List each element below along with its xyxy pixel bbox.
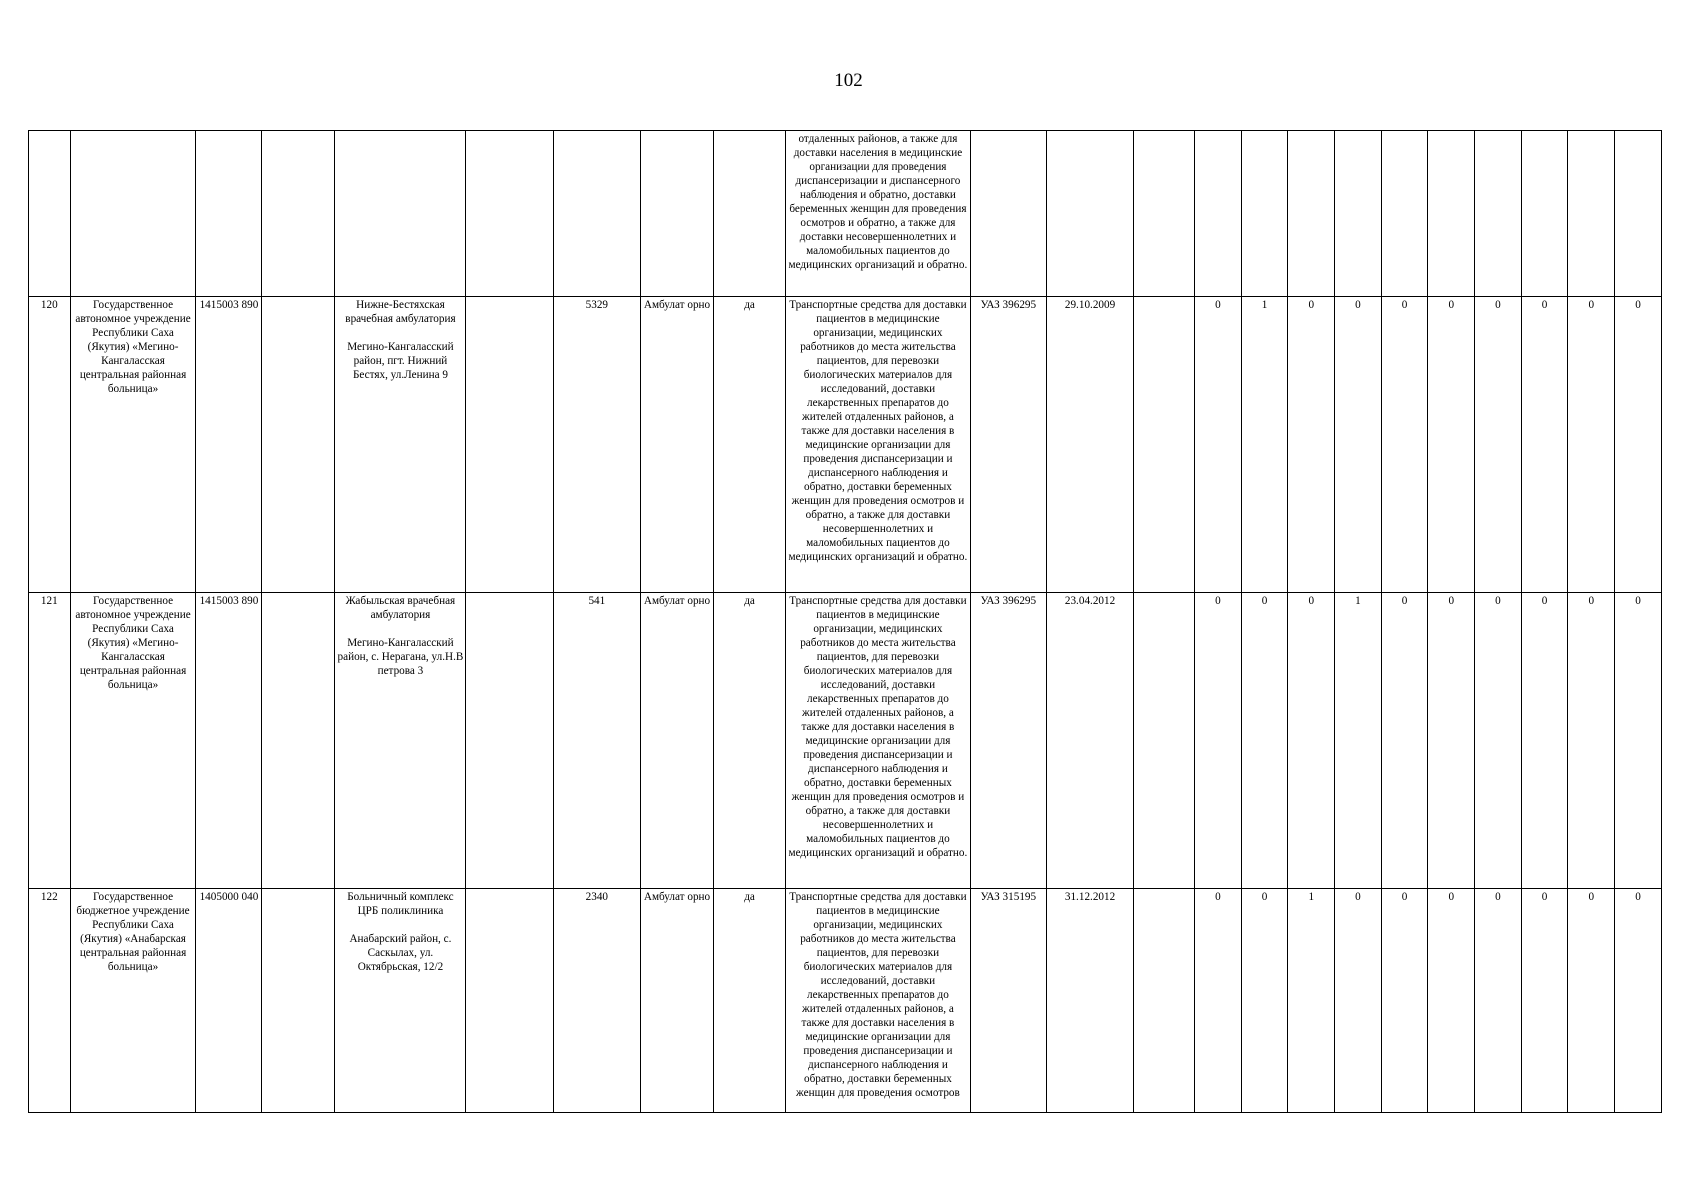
cell-code: 5329 bbox=[553, 297, 640, 593]
cell-empty bbox=[262, 593, 335, 889]
cell-count: 0 bbox=[1615, 297, 1662, 593]
cell-flag: да bbox=[714, 297, 786, 593]
cell-purpose: Транспортные средства для доставки пациентов в медицинские организации, медицинских работников до места жительства пациентов, для перевозки биологических материалов для исследований, доставки лекарственных препаратов до жителей отдаленных районов, а также для доставки населения в медицинские организации для проведения диспансеризации и диспансерного наблюдения и обратно, доставки беременных женщин для проведения осмотров bbox=[786, 889, 971, 1113]
cell-inn: 1415003 890 bbox=[196, 593, 262, 889]
cell-count: 0 bbox=[1241, 593, 1288, 889]
cell-empty bbox=[640, 131, 713, 297]
cell-vehicle: УАЗ 396295 bbox=[970, 593, 1046, 889]
cell-code: 541 bbox=[553, 593, 640, 889]
cell-count: 0 bbox=[1475, 297, 1522, 593]
cell-count: 0 bbox=[1568, 593, 1615, 889]
cell-facility: Жабыльская врачебная амбулатория Мегино-Кангаласский район, с. Нерагана, ул.Н.В петрова 3 bbox=[335, 593, 466, 889]
cell-row-number: 120 bbox=[29, 297, 71, 593]
cell-empty bbox=[1428, 131, 1475, 297]
cell-empty bbox=[262, 889, 335, 1113]
cell-count: 0 bbox=[1475, 889, 1522, 1113]
cell-empty bbox=[553, 131, 640, 297]
cell-empty bbox=[1381, 131, 1428, 297]
cell-count: 0 bbox=[1475, 593, 1522, 889]
table-row-continuation bbox=[29, 131, 1662, 297]
cell-count: 0 bbox=[1568, 297, 1615, 593]
cell-row-number: 121 bbox=[29, 593, 71, 889]
cell-empty bbox=[1134, 889, 1195, 1113]
cell-purpose: Транспортные средства для доставки пациентов в медицинские организации, медицинских работников до места жительства пациентов, для перевозки биологических материалов для исследований, доставки лекарственных препаратов до жителей отдаленных районов, а также для доставки населения в медицинские организации для проведения диспансеризации и диспансерного наблюдения и обратно, доставки беременных женщин для проведения осмотров и обратно, а также для доставки несовершеннолетних и маломобильных пациентов до медицинских организаций и обратно. bbox=[786, 297, 971, 593]
cell-empty bbox=[1615, 131, 1662, 297]
cell-code: 2340 bbox=[553, 889, 640, 1113]
cell-count: 0 bbox=[1335, 297, 1382, 593]
cell-empty bbox=[1134, 297, 1195, 593]
cell-empty bbox=[262, 297, 335, 593]
cell-vehicle: УАЗ 396295 bbox=[970, 297, 1046, 593]
cell-empty bbox=[466, 131, 553, 297]
cell-organization: Государственное автономное учреждение Республики Саха (Якутия) «Мегино-Кангаласская центральная районная больница» bbox=[70, 297, 196, 593]
cell-empty bbox=[1521, 131, 1568, 297]
cell-organization: Государственное автономное учреждение Республики Саха (Якутия) «Мегино-Кангаласская центральная районная больница» bbox=[70, 593, 196, 889]
registry-table bbox=[28, 130, 1662, 1113]
cell-count: 0 bbox=[1428, 593, 1475, 889]
cell-facility: Больничный комплекс ЦРБ поликлиника Анабарский район, с. Саскылах, ул. Октябрьская, 12/2 bbox=[335, 889, 466, 1113]
cell-facility: Нижне-Бестяхская врачебная амбулатория Мегино-Кангаласский район, пгт. Нижний Бестях, ул.Ленина 9 bbox=[335, 297, 466, 593]
cell-empty bbox=[70, 131, 196, 297]
cell-count: 0 bbox=[1521, 593, 1568, 889]
cell-organization: Государственное бюджетное учреждение Республики Саха (Якутия) «Анабарская центральная районная больница» bbox=[70, 889, 196, 1113]
page-number: 102 bbox=[834, 70, 863, 91]
cell-count: 0 bbox=[1428, 889, 1475, 1113]
cell-count: 1 bbox=[1335, 593, 1382, 889]
cell-count: 0 bbox=[1288, 297, 1335, 593]
cell-count: 0 bbox=[1428, 297, 1475, 593]
cell-inn: 1405000 040 bbox=[196, 889, 262, 1113]
cell-empty bbox=[262, 131, 335, 297]
cell-count: 1 bbox=[1288, 889, 1335, 1113]
cell-empty bbox=[970, 131, 1046, 297]
cell-purpose: отдаленных районов, а также для доставки населения в медицинские организации для проведения диспансеризации и диспансерного наблюдения и обратно, доставки беременных женщин для проведения осмотров и обратно, а также для доставки несовершеннолетних и маломобильных пациентов до медицинских организаций и обратно. bbox=[786, 131, 971, 297]
cell-empty bbox=[1241, 131, 1288, 297]
cell-count: 0 bbox=[1615, 593, 1662, 889]
cell-count: 0 bbox=[1521, 889, 1568, 1113]
cell-count: 0 bbox=[1241, 889, 1288, 1113]
cell-count: 0 bbox=[1288, 593, 1335, 889]
cell-count: 0 bbox=[1195, 297, 1242, 593]
cell-count: 0 bbox=[1381, 889, 1428, 1113]
cell-empty bbox=[466, 889, 553, 1113]
cell-date: 31.12.2012 bbox=[1046, 889, 1133, 1113]
cell-flag: да bbox=[714, 593, 786, 889]
cell-count: 0 bbox=[1568, 889, 1615, 1113]
cell-count: 0 bbox=[1521, 297, 1568, 593]
cell-empty bbox=[1134, 593, 1195, 889]
cell-date: 23.04.2012 bbox=[1046, 593, 1133, 889]
cell-empty bbox=[196, 131, 262, 297]
cell-empty bbox=[1475, 131, 1522, 297]
cell-empty bbox=[29, 131, 71, 297]
cell-empty bbox=[335, 131, 466, 297]
cell-empty bbox=[714, 131, 786, 297]
table-row bbox=[29, 889, 1662, 1113]
cell-purpose: Транспортные средства для доставки пациентов в медицинские организации, медицинских работников до места жительства пациентов, для перевозки биологических материалов для исследований, доставки лекарственных препаратов до жителей отдаленных районов, а также для доставки населения в медицинские организации для проведения диспансеризации и диспансерного наблюдения и обратно, доставки беременных женщин для проведения осмотров и обратно, а также для доставки несовершеннолетних и маломобильных пациентов до медицинских организаций и обратно. bbox=[786, 593, 971, 889]
cell-count: 0 bbox=[1195, 889, 1242, 1113]
cell-count: 1 bbox=[1241, 297, 1288, 593]
cell-care-type: Амбулат орно bbox=[640, 889, 713, 1113]
cell-flag: да bbox=[714, 889, 786, 1113]
cell-empty bbox=[1568, 131, 1615, 297]
table-row bbox=[29, 297, 1662, 593]
cell-empty bbox=[1046, 131, 1133, 297]
cell-care-type: Амбулат орно bbox=[640, 593, 713, 889]
cell-vehicle: УАЗ 315195 bbox=[970, 889, 1046, 1113]
cell-inn: 1415003 890 bbox=[196, 297, 262, 593]
cell-empty bbox=[1335, 131, 1382, 297]
cell-count: 0 bbox=[1615, 889, 1662, 1113]
cell-count: 0 bbox=[1195, 593, 1242, 889]
cell-row-number: 122 bbox=[29, 889, 71, 1113]
cell-count: 0 bbox=[1335, 889, 1382, 1113]
cell-empty bbox=[466, 593, 553, 889]
cell-count: 0 bbox=[1381, 297, 1428, 593]
cell-empty bbox=[1195, 131, 1242, 297]
table-row bbox=[29, 593, 1662, 889]
cell-empty bbox=[1134, 131, 1195, 297]
cell-care-type: Амбулат орно bbox=[640, 297, 713, 593]
cell-empty bbox=[466, 297, 553, 593]
cell-date: 29.10.2009 bbox=[1046, 297, 1133, 593]
cell-empty bbox=[1288, 131, 1335, 297]
cell-count: 0 bbox=[1381, 593, 1428, 889]
